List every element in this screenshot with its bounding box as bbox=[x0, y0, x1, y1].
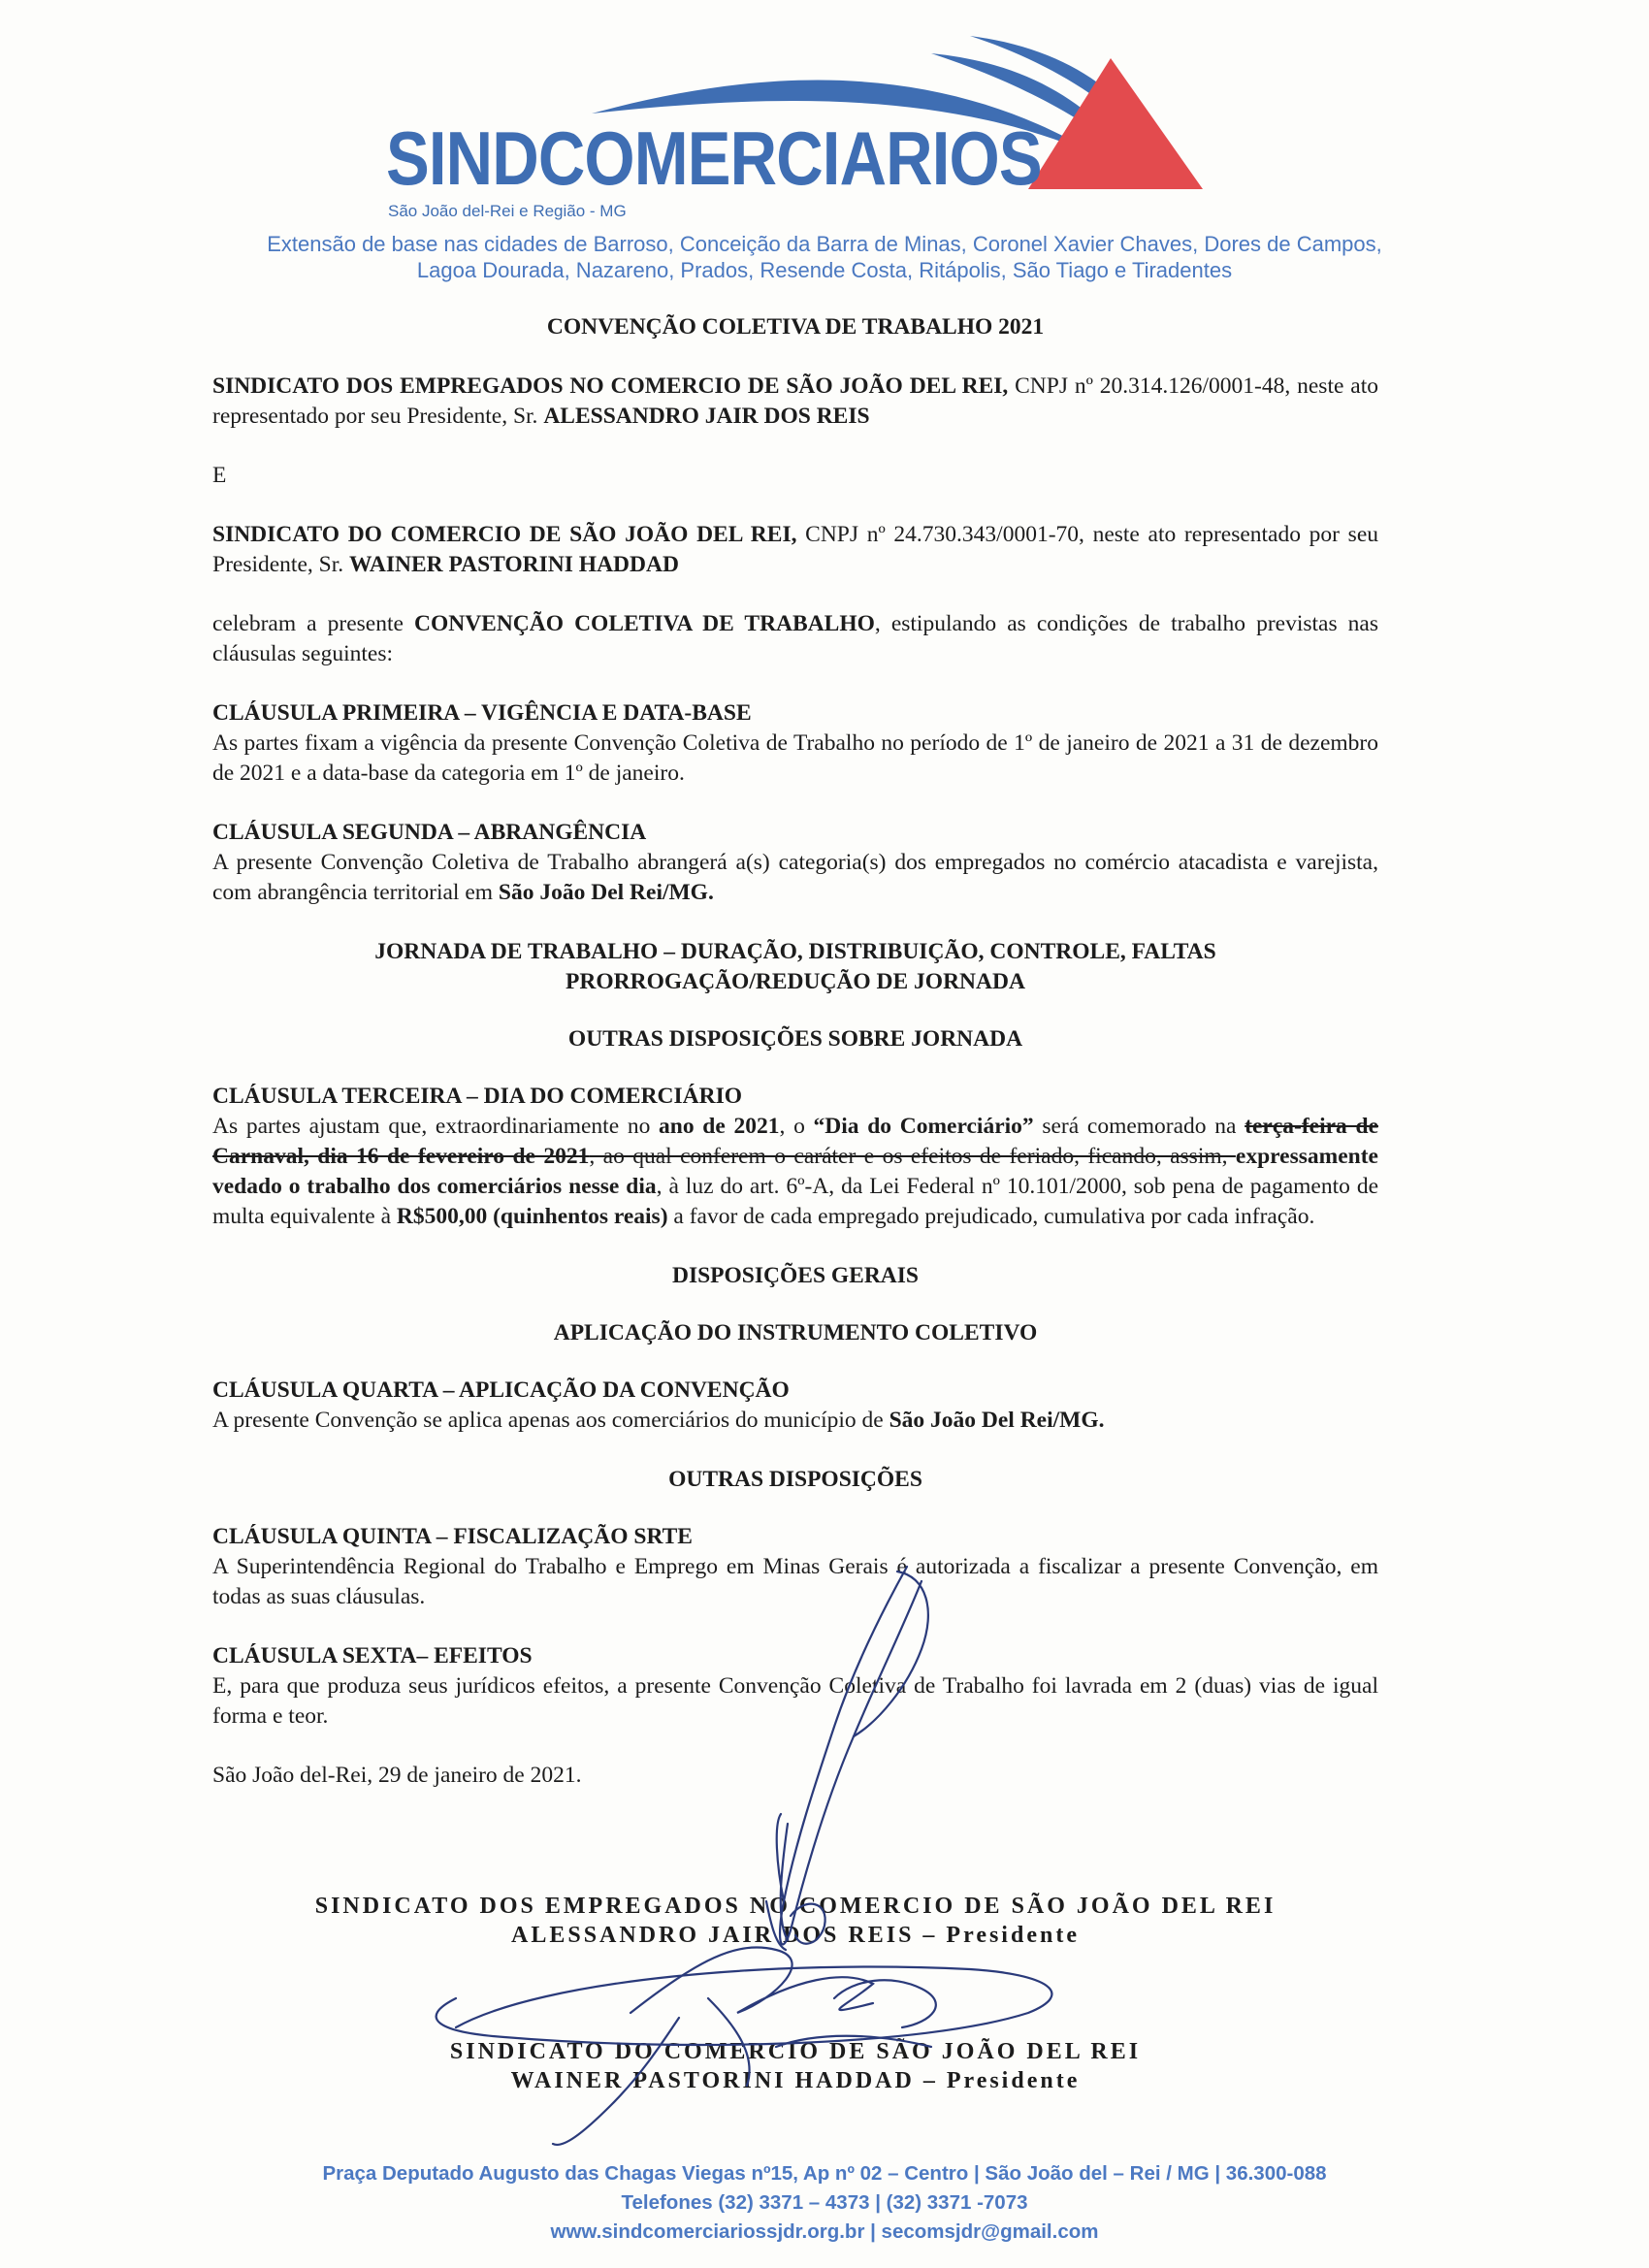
celebram-post: , estipulando as condições de trabalho previstas nas cláusulas seguintes: bbox=[212, 611, 1379, 666]
clause-3-heading: CLÁUSULA TERCEIRA – DIA DO COMERCIÁRIO bbox=[212, 1084, 743, 1109]
party-2-cnpj: CNPJ nº 24.730.343/0001-70, neste ato representado por seu Presidente, Sr. bbox=[212, 522, 1378, 577]
party-2-name: SINDICATO DO COMERCIO DE SÃO JOÃO DEL REI, bbox=[212, 522, 797, 547]
letterhead bbox=[0, 0, 1649, 291]
clause-1-heading: CLÁUSULA PRIMEIRA – VIGÊNCIA E DATA-BASE bbox=[212, 700, 752, 726]
clause-3-b4: expressamente vedado o trabalho dos comerciários nesse dia bbox=[212, 1144, 1378, 1199]
party-2 bbox=[212, 520, 1378, 580]
party-2-representative: WAINER PASTORINI HADDAD bbox=[349, 552, 679, 577]
clause-3-t4: , ao qual conferem o caráter e os efeitos de feriado, ficando, assim, bbox=[589, 1144, 1236, 1169]
signature-2-org: SINDICATO DO COMERCIO DE SÃO JOÃO DEL REI bbox=[449, 2039, 1142, 2064]
section-jornada-line-2: PRORROGAÇÃO/REDUÇÃO DE JORNADA bbox=[566, 969, 1025, 994]
signature-1-org: SINDICATO DOS EMPREGADOS NO COMERCIO DE SÃO JOÃO DEL REI bbox=[314, 1894, 1277, 1919]
signature-block-2 bbox=[212, 2037, 1378, 2095]
clause-2-body: A presente Convenção Coletiva de Trabalho abrangerá a(s) categoria(s) dos empregados no comércio atacadista e varejista, com abrangência territorial em bbox=[212, 850, 1378, 905]
party-1-representative: ALESSANDRO JAIR DOS REIS bbox=[543, 404, 870, 429]
signature-2-name: WAINER PASTORINI HADDAD – Presidente bbox=[510, 2068, 1081, 2093]
clause-1-text: As partes fixam a vigência da presente Convenção Coletiva de Trabalho no período de 1º de janeiro de 2021 a 31 de dezembro de 2021 e a data-base da categoria em 1º de janeiro. bbox=[212, 730, 1378, 786]
clause-3-t5: , à luz do art. 6º-A, da Lei Federal nº 10.101/2000, sob pena de pagamento de multa equivalente à bbox=[212, 1174, 1379, 1229]
clause-3-t3: será comemorado na bbox=[1033, 1114, 1245, 1139]
footer-web-email[interactable]: www.sindcomerciariossjdr.org.br | secomsjdr@gmail.com bbox=[550, 2220, 1099, 2243]
clause-3-t2: , o bbox=[779, 1114, 814, 1139]
section-outras-jornada: OUTRAS DISPOSIÇÕES SOBRE JORNADA bbox=[567, 1026, 1023, 1052]
extension-line-2: Lagoa Dourada, Nazareno, Prados, Resende Costa, Ritápolis, São Tiago e Tiradentes bbox=[416, 258, 1233, 282]
celebram-paragraph bbox=[212, 609, 1378, 669]
section-gerais: DISPOSIÇÕES GERAIS bbox=[671, 1263, 919, 1288]
celebram-bold: CONVENÇÃO COLETIVA DE TRABALHO bbox=[413, 611, 875, 636]
section-jornada-line-1: JORNADA DE TRABALHO – DURAÇÃO, DISTRIBUIÇÃO, CONTROLE, FALTAS bbox=[374, 939, 1216, 964]
base-extension bbox=[194, 231, 1455, 283]
footer-phones: Telefones (32) 3371 – 4373 | (32) 3371 -7073 bbox=[621, 2191, 1028, 2214]
clause-4-bold: São João Del Rei/MG. bbox=[889, 1408, 1105, 1433]
clause-6-heading: CLÁUSULA SEXTA– EFEITOS bbox=[212, 1643, 533, 1669]
clause-3-b5: R$500,00 (quinhentos reais) bbox=[396, 1204, 668, 1229]
clause-6-text: E, para que produza seus jurídicos efeitos, a presente Convenção Coletiva de Trabalho foi lavrada em 2 (duas) vias de igual forma e teor. bbox=[212, 1673, 1378, 1729]
signature-block-1 bbox=[212, 1892, 1378, 1950]
document-title: CONVENÇÃO COLETIVA DE TRABALHO 2021 bbox=[546, 314, 1045, 340]
clause-5-heading: CLÁUSULA QUINTA – FISCALIZAÇÃO SRTE bbox=[212, 1524, 693, 1549]
party-1-cnpj: CNPJ nº 20.314.126/0001-48, neste ato representado por seu Presidente, Sr. bbox=[212, 373, 1378, 429]
clause-2-text bbox=[212, 848, 1378, 908]
clause-2-heading: CLÁUSULA SEGUNDA – ABRANGÊNCIA bbox=[212, 820, 647, 845]
party-1-name: SINDICATO DOS EMPREGADOS NO COMERCIO DE SÃO JOÃO DEL REI, bbox=[212, 373, 1009, 399]
clause-3-b3: terça-feira de Carnaval, dia 16 de fevereiro de 2021 bbox=[212, 1114, 1378, 1169]
celebram-pre: celebram a presente bbox=[212, 611, 414, 636]
clause-4-body: A presente Convenção se aplica apenas aos comerciários do município de bbox=[212, 1408, 889, 1433]
date-line: São João del-Rei, 29 de janeiro de 2021. bbox=[212, 1763, 582, 1788]
clause-3-text bbox=[212, 1112, 1378, 1232]
clause-3-t6: a favor de cada empregado prejudicado, cumulativa por cada infração. bbox=[667, 1204, 1315, 1229]
clause-2-bold: São João Del Rei/MG. bbox=[498, 880, 714, 905]
extension-line-1: Extensão de base nas cidades de Barroso, Conceição da Barra de Minas, Coronel Xavier Chaves, Dores de Campos, bbox=[267, 232, 1382, 256]
footer bbox=[194, 2159, 1455, 2247]
section-outras: OUTRAS DISPOSIÇÕES bbox=[668, 1467, 922, 1492]
footer-address: Praça Deputado Augusto das Chagas Viegas nº15, Ap nº 02 – Centro | São João del – Rei / MG | 36.300-088 bbox=[322, 2162, 1327, 2185]
clause-4-heading: CLÁUSULA QUARTA – APLICAÇÃO DA CONVENÇÃO bbox=[212, 1377, 790, 1403]
brand-subtitle: São João del-Rei e Região - MG bbox=[388, 202, 627, 220]
clause-4-text bbox=[212, 1406, 1378, 1436]
clause-3-b1: ano de 2021 bbox=[659, 1114, 780, 1139]
clause-3-b2: “Dia do Comerciário” bbox=[813, 1114, 1034, 1139]
section-aplicacao: APLICAÇÃO DO INSTRUMENTO COLETIVO bbox=[553, 1320, 1038, 1345]
signature-1-name: ALESSANDRO JAIR DOS REIS – Presidente bbox=[511, 1923, 1080, 1948]
clause-5-text: A Superintendência Regional do Trabalho e Emprego em Minas Gerais é autorizada a fiscalizar a presente Convenção, em todas as suas cláusulas. bbox=[212, 1554, 1378, 1609]
document-body bbox=[212, 312, 1378, 1791]
clause-3-t1: As partes ajustam que, extraordinariamente no bbox=[212, 1114, 660, 1139]
brand-name: SINDCOMERCIARIOS bbox=[386, 115, 1042, 201]
party-1 bbox=[212, 372, 1378, 432]
and-word: E bbox=[212, 463, 227, 488]
